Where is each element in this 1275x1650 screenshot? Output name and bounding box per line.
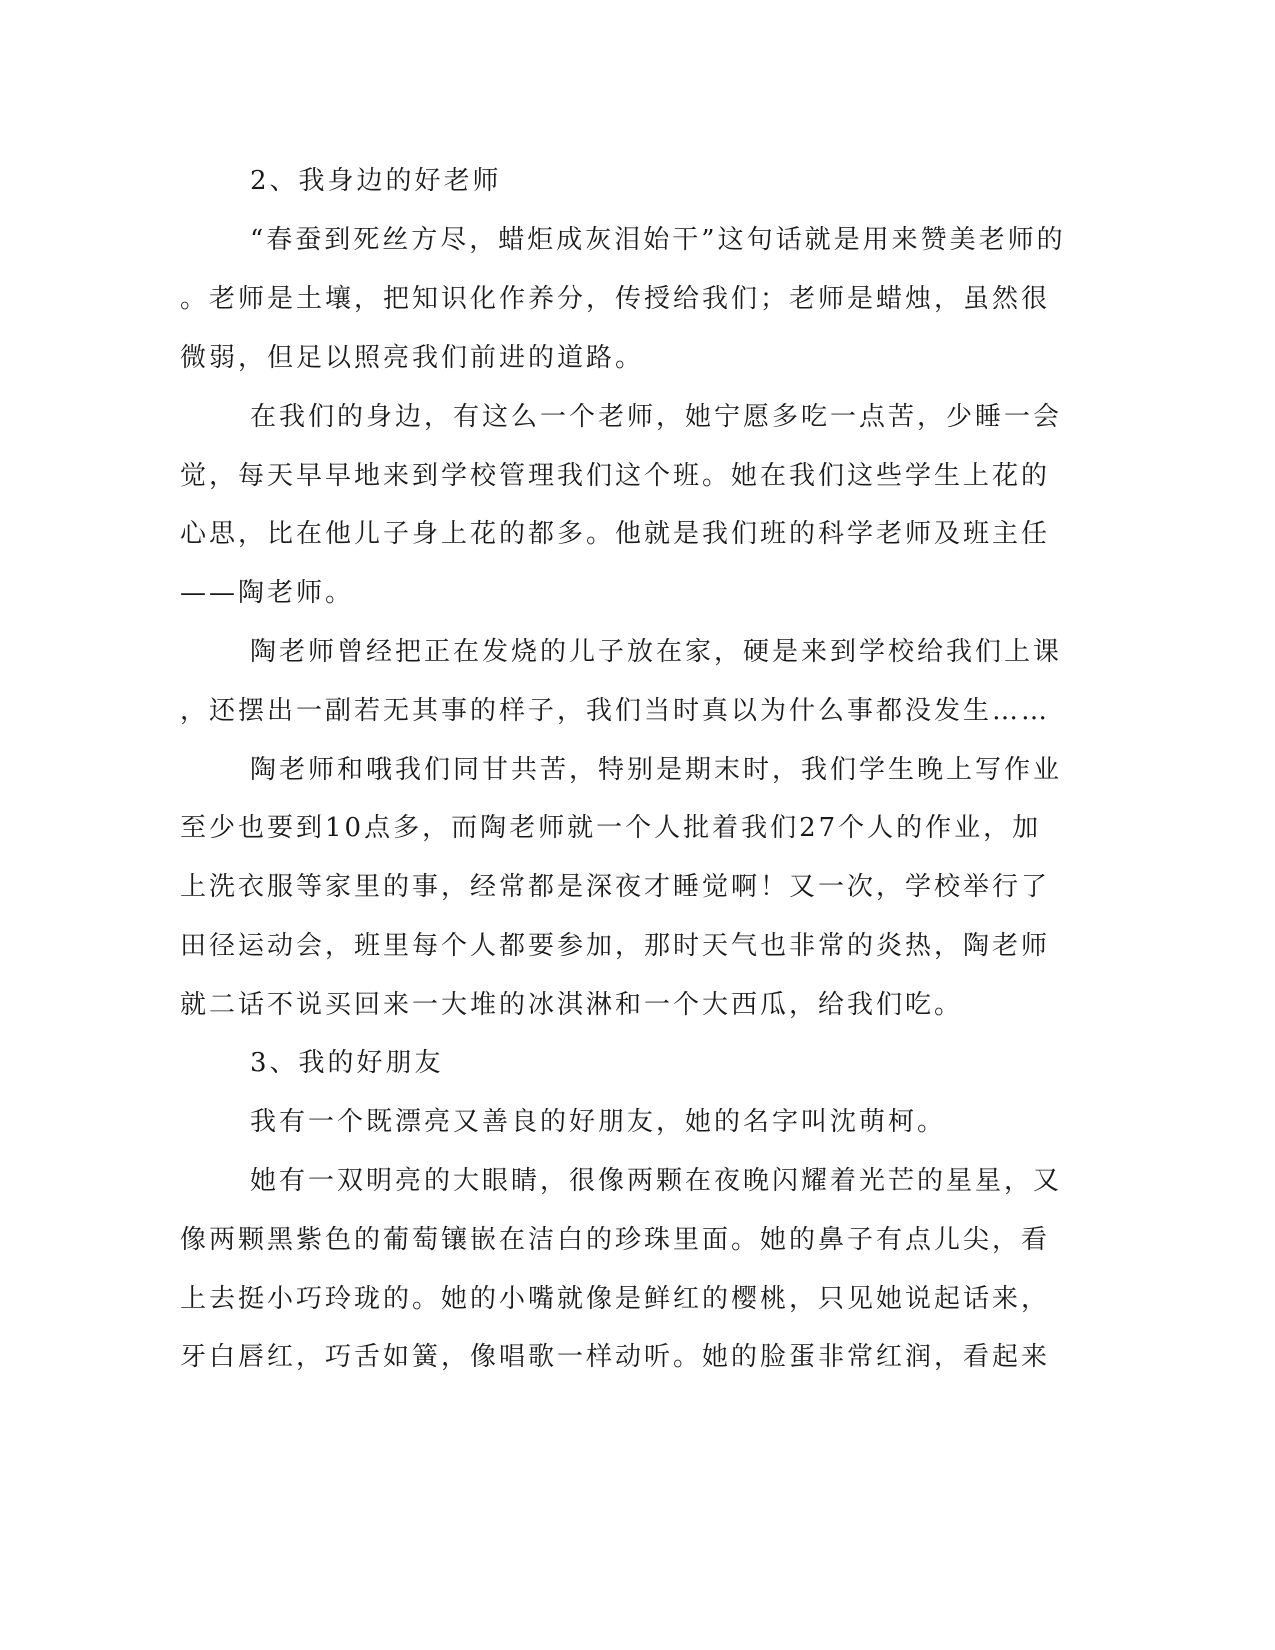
paragraph-line: 觉，每天早早地来到学校管理我们这个班。她在我们这些学生上花的	[180, 461, 1051, 491]
paragraph-line: 上洗衣服等家里的事，经常都是深夜才睡觉啊！又一次，学校举行了	[180, 872, 1051, 902]
paragraph-line: 上去挺小巧玲珑的。她的小嘴就像是鲜红的樱桃，只见她说起话来，	[180, 1284, 1051, 1314]
paragraph-line: 陶老师曾经把正在发烧的儿子放在家，硬是来到学校给我们上课	[250, 637, 1063, 667]
paragraph-line: ，还摆出一副若无其事的样子，我们当时真以为什么事都没发生……	[180, 696, 1051, 726]
paragraph-line: 微弱，但足以照亮我们前进的道路。	[180, 343, 645, 373]
paragraph-line: 在我们的身边，有这么一个老师，她宁愿多吃一点苦，少睡一会	[250, 402, 1063, 432]
section-heading-good-teacher: 2、我身边的好老师	[250, 166, 502, 196]
paragraph-line: 就二话不说买回来一大堆的冰淇淋和一个大西瓜，给我们吃。	[180, 990, 964, 1020]
paragraph-line: ——陶老师。	[180, 578, 355, 608]
paragraph-line: 心思，比在他儿子身上花的都多。他就是我们班的科学老师及班主任	[180, 519, 1051, 549]
paragraph-line: 像两颗黑紫色的葡萄镶嵌在洁白的珍珠里面。她的鼻子有点儿尖，看	[180, 1225, 1051, 1255]
paragraph-line: “春蚕到死丝方尽，蜡炬成灰泪始干”这句话就是用来赞美老师的	[250, 225, 1066, 255]
paragraph-line: 田径运动会，班里每个人都要参加，那时天气也非常的炎热，陶老师	[180, 931, 1051, 961]
paragraph-line: 。老师是土壤，把知识化作养分，传授给我们；老师是蜡烛，虽然很	[180, 284, 1051, 314]
paragraph-line: 至少也要到10点多，而陶老师就一个人批着我们27个人的作业，加	[180, 813, 1042, 843]
paragraph-line: 牙白唇红，巧舌如簧，像唱歌一样动听。她的脸蛋非常红润，看起来	[180, 1342, 1051, 1372]
paragraph-line: 我有一个既漂亮又善良的好朋友，她的名字叫沈萌柯。	[250, 1107, 947, 1137]
paragraph-line: 她有一双明亮的大眼睛，很像两颗在夜晚闪耀着光芒的星星，又	[250, 1166, 1063, 1196]
section-heading-good-friend: 3、我的好朋友	[250, 1048, 444, 1078]
paragraph-line: 陶老师和哦我们同甘共苦，特别是期末时，我们学生晚上写作业	[250, 755, 1063, 785]
